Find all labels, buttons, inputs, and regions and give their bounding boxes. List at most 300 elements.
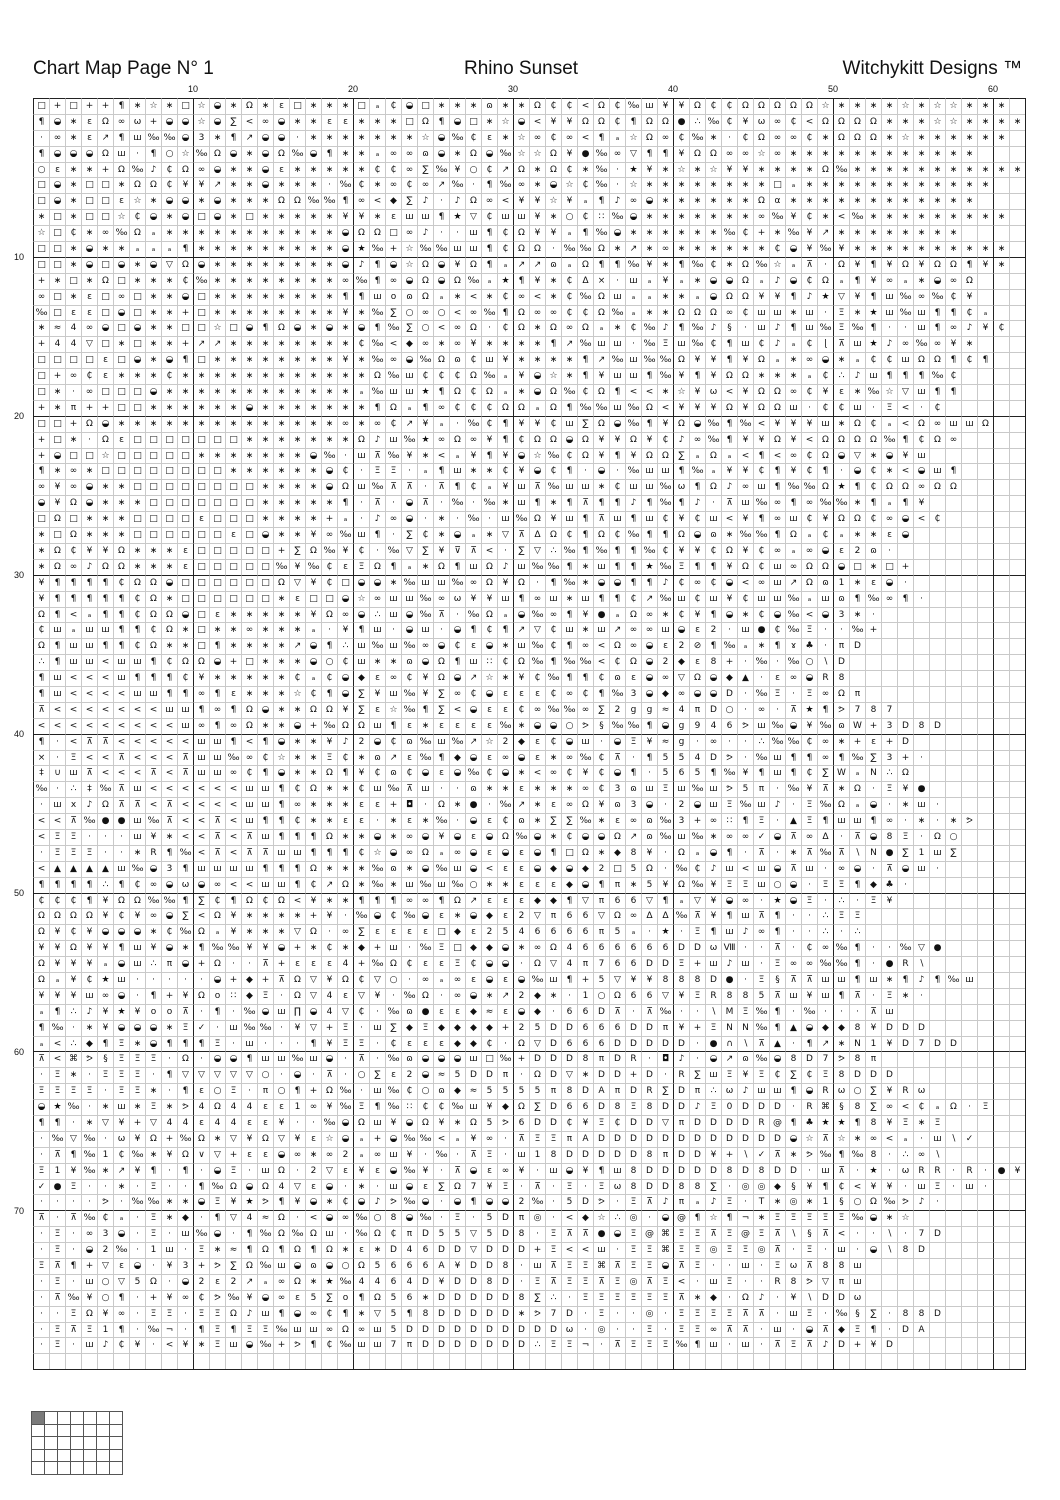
stitch-cell: ∗ [945, 130, 961, 146]
stitch-cell: · [737, 1274, 753, 1290]
stitch-cell: ∗ [433, 511, 449, 527]
stitch-cell [1009, 336, 1025, 352]
stitch-cell: · [129, 1306, 145, 1322]
stitch-cell: Ξ [577, 1290, 593, 1306]
stitch-cell: ∗ [225, 241, 241, 257]
stitch-cell: ◒ [721, 273, 737, 289]
stitch-cell: ∞ [769, 511, 785, 527]
stitch-cell: ∗ [81, 527, 97, 543]
stitch-cell [993, 1083, 1009, 1099]
stitch-cell: · [417, 511, 433, 527]
stitch-cell: ∗ [161, 209, 177, 225]
designer-name: Witchykitt Designs ™ [842, 58, 1022, 79]
stitch-cell: ♪ [369, 511, 385, 527]
stitch-cell: · [161, 1274, 177, 1290]
stitch-cell: ¶ [33, 670, 49, 686]
stitch-cell: ¥ [129, 1004, 145, 1020]
stitch-cell [977, 718, 993, 734]
stitch-cell: 7 [913, 1226, 929, 1242]
stitch-cell: ▽ [849, 448, 865, 464]
stitch-cell: ₵ [865, 416, 881, 432]
stitch-cell: ★ [417, 384, 433, 400]
stitch-cell: ◒ [433, 257, 449, 273]
stitch-cell: ∗ [257, 352, 273, 368]
stitch-cell: ∗ [225, 670, 241, 686]
stitch-cell: ↗ [529, 257, 545, 273]
stitch-cell [993, 1274, 1009, 1290]
stitch-cell: Ω [577, 257, 593, 273]
stitch-cell: ¶ [689, 1337, 705, 1353]
stitch-cell: ш [369, 1322, 385, 1338]
stitch-cell: ∗ [193, 448, 209, 464]
stitch-cell: Ω [177, 654, 193, 670]
stitch-cell: ₵ [113, 575, 129, 591]
stitch-cell [945, 511, 961, 527]
stitch-cell: ◒ [177, 956, 193, 972]
stitch-cell: 0 [721, 1099, 737, 1115]
stitch-cell: ∗ [337, 162, 353, 178]
stitch-cell: ◒ [721, 575, 737, 591]
column-number: 10 [187, 84, 199, 94]
stitch-cell: Ξ [65, 845, 81, 861]
stitch-cell: ɤ [785, 638, 801, 654]
stitch-cell: ¥ [385, 1115, 401, 1131]
stitch-cell [849, 670, 865, 686]
stitch-cell: R [769, 1274, 785, 1290]
stitch-cell: ◎ [785, 1194, 801, 1210]
stitch-cell: ∗ [305, 352, 321, 368]
stitch-cell: Ω [241, 893, 257, 909]
stitch-cell: □ [209, 479, 225, 495]
stitch-cell: ⊼ [769, 1147, 785, 1163]
stitch-cell: ∗ [369, 130, 385, 146]
stitch-cell: ∴ [753, 734, 769, 750]
stitch-cell: ¥ [705, 893, 721, 909]
stitch-cell [785, 1353, 801, 1369]
stitch-cell: ш [65, 765, 81, 781]
stitch-cell: ‰ [257, 1020, 273, 1036]
stitch-cell: ε [49, 162, 65, 178]
stitch-cell: · [49, 1210, 65, 1226]
stitch-cell: ↗ [113, 1163, 129, 1179]
stitch-cell: Ω [33, 956, 49, 972]
stitch-cell: ‰ [753, 257, 769, 273]
stitch-cell: ₵ [801, 336, 817, 352]
stitch-cell: ¶ [33, 877, 49, 893]
stitch-cell: · [385, 527, 401, 543]
stitch-cell: ‰ [161, 130, 177, 146]
stitch-cell: ‰ [369, 352, 385, 368]
stitch-cell: ∗ [833, 98, 849, 114]
stitch-cell: ∗ [945, 209, 961, 225]
stitch-cell: ‰ [129, 861, 145, 877]
stitch-cell: ∖ [913, 956, 929, 972]
stitch-cell: ₐ [801, 527, 817, 543]
stitch-cell: ш [625, 352, 641, 368]
stitch-cell: ∴ [369, 607, 385, 623]
stitch-cell: ₵ [513, 702, 529, 718]
stitch-cell: ∗ [337, 797, 353, 813]
stitch-cell: Ω [945, 1099, 961, 1115]
stitch-cell: ¶ [705, 559, 721, 575]
stitch-cell: ¶ [785, 320, 801, 336]
stitch-cell: ₐ [81, 607, 97, 623]
stitch-cell: · [33, 797, 49, 813]
stitch-cell: · [433, 1210, 449, 1226]
stitch-cell [929, 1322, 945, 1338]
stitch-cell: ⊼ [81, 765, 97, 781]
stitch-cell: ∴ [97, 877, 113, 893]
stitch-cell: ◒ [481, 1194, 497, 1210]
stitch-cell: ∗ [737, 177, 753, 193]
stitch-cell: Ω [577, 320, 593, 336]
stitch-cell: · [449, 781, 465, 797]
stitch-cell: ¥ [625, 972, 641, 988]
stitch-cell: ¶ [33, 114, 49, 130]
stitch-cell: Ξ [49, 1274, 65, 1290]
stitch-cell: ¶ [609, 448, 625, 464]
stitch-cell: Ξ [49, 1242, 65, 1258]
stitch-cell: ¶ [849, 940, 865, 956]
stitch-cell: ∞ [241, 622, 257, 638]
stitch-cell: · [529, 1163, 545, 1179]
stitch-cell: ш [369, 1020, 385, 1036]
stitch-cell: Ω [81, 908, 97, 924]
stitch-cell: Ξ [625, 1099, 641, 1115]
stitch-cell: ◆ [433, 1020, 449, 1036]
stitch-cell: ε [289, 591, 305, 607]
stitch-cell: ∞ [81, 384, 97, 400]
stitch-cell: ∗ [369, 209, 385, 225]
stitch-cell: D [465, 1322, 481, 1338]
stitch-cell: ‰ [609, 209, 625, 225]
stitch-cell: D [609, 1131, 625, 1147]
stitch-cell: 5 [689, 765, 705, 781]
stitch-cell: ¥ [785, 416, 801, 432]
stitch-cell: ‰ [449, 734, 465, 750]
stitch-cell: ε [433, 718, 449, 734]
stitch-cell [1009, 861, 1025, 877]
stitch-cell: 5 [385, 1290, 401, 1306]
stitch-cell: ₐ [497, 607, 513, 623]
stitch-cell: ₐ [881, 416, 897, 432]
stitch-cell: ◒ [353, 1194, 369, 1210]
stitch-cell: ○ [97, 1274, 113, 1290]
stitch-cell: ◒ [321, 1179, 337, 1195]
stitch-cell: ¶ [177, 686, 193, 702]
stitch-cell: Ω [657, 448, 673, 464]
stitch-cell [977, 1067, 993, 1083]
stitch-cell: ◒ [497, 765, 513, 781]
stitch-cell: ⊼ [433, 607, 449, 623]
stitch-cell: ◒ [481, 638, 497, 654]
stitch-cell: Ξ [833, 877, 849, 893]
stitch-cell: ¶ [561, 607, 577, 623]
stitch-cell: □ [209, 432, 225, 448]
stitch-cell: · [65, 1274, 81, 1290]
stitch-cell: ‰ [929, 368, 945, 384]
stitch-cell: · [385, 495, 401, 511]
stitch-cell [961, 1115, 977, 1131]
stitch-cell: ◒ [465, 750, 481, 766]
stitch-cell: ∗ [129, 559, 145, 575]
stitch-cell: ш [769, 591, 785, 607]
stitch-cell: ∗ [129, 416, 145, 432]
stitch-cell: ∗ [865, 209, 881, 225]
stitch-cell: D [417, 1337, 433, 1353]
stitch-cell: Ω [833, 686, 849, 702]
stitch-cell: ¥ [753, 432, 769, 448]
stitch-cell: · [177, 972, 193, 988]
stitch-cell: · [193, 1163, 209, 1179]
stitch-cell: Ω [833, 432, 849, 448]
stitch-cell: □ [33, 193, 49, 209]
stitch-cell: ε [481, 702, 497, 718]
stitch-cell: ◆ [449, 1083, 465, 1099]
stitch-cell: · [785, 940, 801, 956]
stitch-cell: ∗ [273, 718, 289, 734]
stitch-cell: ∗ [305, 98, 321, 114]
stitch-cell: ₵ [289, 670, 305, 686]
stitch-cell: ⊼ [753, 845, 769, 861]
stitch-cell: ∗ [97, 511, 113, 527]
stitch-cell: A [593, 1083, 609, 1099]
stitch-cell: ¥ [881, 1115, 897, 1131]
stitch-cell: ш [609, 400, 625, 416]
stitch-cell [897, 543, 913, 559]
stitch-cell: ε [177, 543, 193, 559]
stitch-cell: ₵ [65, 924, 81, 940]
stitch-cell: Ξ [49, 1083, 65, 1099]
stitch-cell: ₐ [785, 257, 801, 273]
stitch-cell: ∗ [449, 908, 465, 924]
stitch-cell [961, 718, 977, 734]
stitch-cell: D [641, 956, 657, 972]
stitch-cell: ◒ [513, 114, 529, 130]
stitch-cell: ∑ [785, 1067, 801, 1083]
stitch-cell: □ [257, 543, 273, 559]
stitch-cell: · [737, 750, 753, 766]
stitch-cell: Ω [753, 352, 769, 368]
stitch-cell: D [513, 1337, 529, 1353]
stitch-cell: ∑ [225, 1258, 241, 1274]
stitch-cell: ∗ [321, 305, 337, 321]
stitch-cell: 5 [561, 1194, 577, 1210]
stitch-cell: ∞ [529, 591, 545, 607]
stitch-cell: ¶ [593, 686, 609, 702]
stitch-cell: ↗ [241, 1274, 257, 1290]
stitch-cell: ∗ [225, 336, 241, 352]
stitch-cell: ¥ [225, 1194, 241, 1210]
stitch-cell: ∗ [609, 241, 625, 257]
stitch-cell: D [417, 1322, 433, 1338]
stitch-cell: Ω [497, 400, 513, 416]
stitch-cell: ¥ [257, 940, 273, 956]
stitch-cell: ₐ [561, 257, 577, 273]
stitch-cell [993, 1099, 1009, 1115]
page-map-cell [96, 1424, 109, 1437]
stitch-cell: Ω [369, 559, 385, 575]
stitch-cell: Ⅷ [721, 940, 737, 956]
stitch-cell: ¥ [657, 416, 673, 432]
stitch-cell [961, 988, 977, 1004]
stitch-cell: + [97, 400, 113, 416]
stitch-cell: ш [385, 686, 401, 702]
stitch-cell [993, 1322, 1009, 1338]
stitch-cell: ɷ [401, 289, 417, 305]
stitch-cell: < [161, 734, 177, 750]
stitch-cell: ◒ [353, 575, 369, 591]
stitch-cell [929, 543, 945, 559]
stitch-cell: ¥ [593, 368, 609, 384]
stitch-cell: ○ [801, 654, 817, 670]
stitch-cell: Ξ [145, 1306, 161, 1322]
stitch-cell: ∗ [161, 638, 177, 654]
stitch-cell [593, 1353, 609, 1369]
stitch-cell: · [977, 1179, 993, 1195]
stitch-cell: < [593, 654, 609, 670]
stitch-cell: Ξ [721, 1226, 737, 1242]
stitch-cell: ∗ [753, 241, 769, 257]
stitch-cell: □ [49, 305, 65, 321]
stitch-cell: Ξ [49, 829, 65, 845]
stitch-cell: ε [465, 829, 481, 845]
stitch-cell: ‰ [657, 813, 673, 829]
stitch-cell: ★ [497, 273, 513, 289]
stitch-cell: · [657, 1322, 673, 1338]
stitch-cell: ◒ [817, 607, 833, 623]
stitch-cell: D [689, 940, 705, 956]
stitch-cell: ∗ [65, 114, 81, 130]
stitch-cell: D [833, 1290, 849, 1306]
stitch-cell: π [609, 877, 625, 893]
stitch-cell: Ω [449, 384, 465, 400]
stitch-cell: ◒ [465, 861, 481, 877]
stitch-cell: ɷ [401, 654, 417, 670]
stitch-cell [1009, 1306, 1025, 1322]
stitch-cell: · [433, 988, 449, 1004]
stitch-cell: ∗ [225, 463, 241, 479]
stitch-cell [881, 654, 897, 670]
stitch-cell: ◒ [257, 527, 273, 543]
stitch-cell: ¥ [49, 479, 65, 495]
stitch-cell: ▽ [209, 1067, 225, 1083]
stitch-cell: ш [577, 591, 593, 607]
stitch-cell: Ω [305, 702, 321, 718]
stitch-cell: ε [225, 686, 241, 702]
stitch-cell: < [161, 781, 177, 797]
stitch-cell: ₵ [65, 225, 81, 241]
stitch-cell: ¥ [801, 988, 817, 1004]
stitch-cell: R [705, 988, 721, 1004]
stitch-cell: · [49, 1194, 65, 1210]
stitch-cell: · [401, 463, 417, 479]
stitch-cell: ¥ [737, 162, 753, 178]
stitch-cell: ‰ [321, 193, 337, 209]
stitch-cell [561, 1353, 577, 1369]
stitch-cell: + [33, 336, 49, 352]
stitch-cell: ◒ [321, 1210, 337, 1226]
stitch-cell: ‰ [273, 1322, 289, 1338]
stitch-cell: ∗ [849, 607, 865, 623]
stitch-cell: ◒ [241, 320, 257, 336]
stitch-cell: ⊼ [673, 1290, 689, 1306]
stitch-cell: ‰ [593, 146, 609, 162]
stitch-cell: □ [145, 495, 161, 511]
stitch-cell: ◆ [481, 940, 497, 956]
stitch-cell: ∗ [273, 638, 289, 654]
stitch-cell: Ω [849, 114, 865, 130]
stitch-cell: π [657, 1147, 673, 1163]
stitch-cell: Ω [321, 1083, 337, 1099]
stitch-cell [945, 1290, 961, 1306]
stitch-cell: 4 [561, 956, 577, 972]
stitch-cell: < [449, 702, 465, 718]
stitch-cell: ∞ [897, 336, 913, 352]
stitch-cell: ш [369, 1337, 385, 1353]
stitch-cell: ∞ [353, 1322, 369, 1338]
stitch-cell: ↗ [785, 575, 801, 591]
stitch-cell: ¶ [625, 575, 641, 591]
stitch-cell: D [721, 686, 737, 702]
stitch-cell: Ξ [561, 1274, 577, 1290]
stitch-cell: · [913, 750, 929, 766]
stitch-cell: ∗ [881, 114, 897, 130]
page-map-cell [96, 1411, 109, 1424]
stitch-cell [497, 1353, 513, 1369]
stitch-cell: ¶ [369, 893, 385, 909]
stitch-cell: ₵ [497, 225, 513, 241]
stitch-cell: ‰ [481, 495, 497, 511]
stitch-cell: · [177, 1306, 193, 1322]
stitch-cell: ‰ [209, 940, 225, 956]
stitch-cell: ★ [865, 336, 881, 352]
row-number: 70 [14, 1206, 25, 1216]
stitch-cell: N [849, 1036, 865, 1052]
stitch-cell: ∞ [529, 702, 545, 718]
stitch-cell: ∗ [209, 622, 225, 638]
stitch-cell: ¶ [177, 352, 193, 368]
stitch-cell [993, 1179, 1009, 1195]
stitch-cell: □ [161, 432, 177, 448]
stitch-cell: ¶ [833, 750, 849, 766]
stitch-cell: ▽ [81, 336, 97, 352]
stitch-cell: · [625, 1306, 641, 1322]
stitch-cell: ∗ [545, 750, 561, 766]
stitch-cell: ⊼ [769, 940, 785, 956]
stitch-cell: ‰ [801, 479, 817, 495]
stitch-cell: □ [241, 527, 257, 543]
stitch-cell: ¶ [593, 495, 609, 511]
stitch-cell: · [289, 1210, 305, 1226]
stitch-cell [977, 225, 993, 241]
stitch-cell: ◒ [177, 289, 193, 305]
stitch-cell: Ω [433, 352, 449, 368]
stitch-cell: < [529, 289, 545, 305]
stitch-cell: ¥ [737, 384, 753, 400]
stitch-cell: ᕗ [833, 702, 849, 718]
stitch-cell: ш [753, 1083, 769, 1099]
stitch-cell: Ξ [417, 1020, 433, 1036]
stitch-cell: ₵ [593, 765, 609, 781]
stitch-cell: ∗ [241, 241, 257, 257]
stitch-cell [945, 1242, 961, 1258]
stitch-cell: ▽ [97, 1258, 113, 1274]
stitch-cell: ◒ [705, 670, 721, 686]
stitch-cell: ¥ [241, 940, 257, 956]
stitch-cell: ¥ [65, 956, 81, 972]
stitch-cell [113, 1353, 129, 1369]
